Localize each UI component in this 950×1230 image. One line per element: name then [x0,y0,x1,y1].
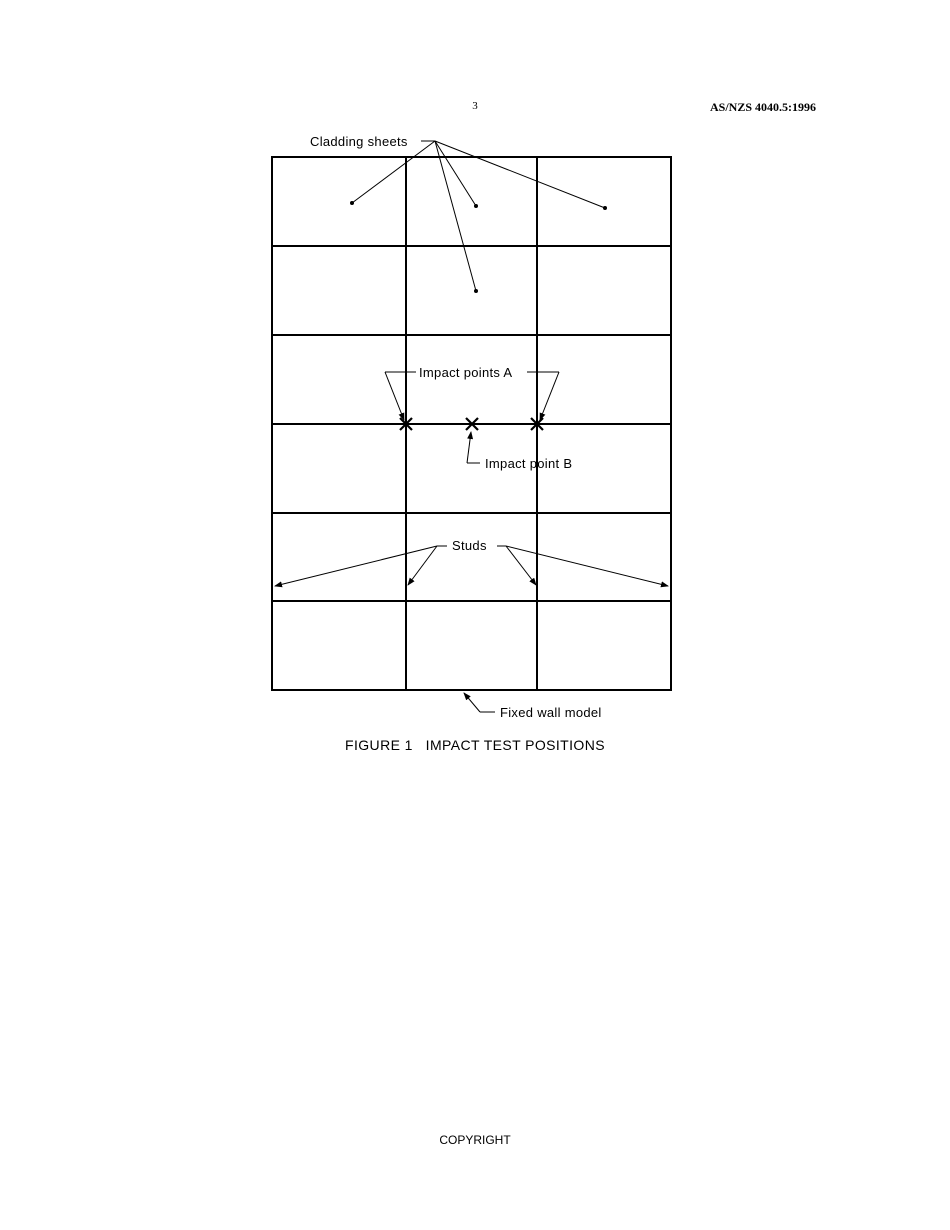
leader-dot [603,206,607,210]
figure-caption: FIGURE 1 IMPACT TEST POSITIONS [345,737,605,753]
leader-dot [350,201,354,205]
copyright-footer: COPYRIGHT [439,1133,511,1147]
impact-points-a-label: Impact points A [419,365,513,380]
fixed-wall-model-label: Fixed wall model [500,705,602,720]
page-number: 3 [472,100,478,112]
studs-label: Studs [452,538,487,553]
impact-point-b-label: Impact point B [485,456,573,471]
standard-reference: AS/NZS 4040.5:1996 [709,100,816,114]
leader-dot [474,204,478,208]
cladding-sheets-label: Cladding sheets [310,134,408,149]
fixed-wall-leader [464,693,495,712]
impact-b-leader [467,432,480,463]
leader-dot [474,289,478,293]
cladding-leaders [352,141,605,291]
